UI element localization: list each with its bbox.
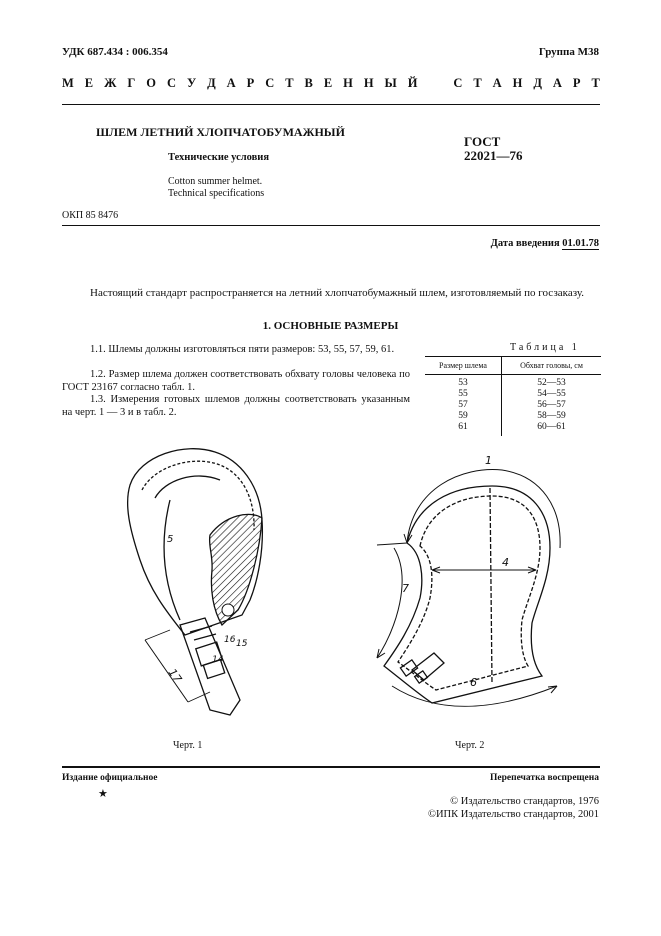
document-subtitle: Технические условия — [168, 152, 270, 163]
table-row: 53 52—53 — [425, 375, 601, 390]
svg-text:15: 15 — [236, 639, 248, 649]
svg-text:4: 4 — [502, 556, 509, 569]
svg-text:1: 1 — [485, 454, 492, 467]
svg-text:16: 16 — [224, 635, 236, 645]
figure-1-drawing — [110, 440, 290, 730]
svg-text:17: 17 — [165, 666, 185, 686]
table-row: 59 58—59 — [425, 411, 601, 422]
star-mark: ★ — [98, 788, 108, 800]
copyright-2001: ©ИПК Издательство стандартов, 2001 — [427, 809, 599, 820]
figure-1-caption: Черт. 1 — [173, 740, 203, 751]
title-rule — [62, 225, 600, 226]
svg-text:6: 6 — [470, 676, 477, 689]
figure-2-caption: Черт. 2 — [455, 740, 485, 751]
paragraph-1-1: 1.1. Шлемы должны изготовляться пяти размеров: 53, 55, 57, 59, 61. — [90, 344, 395, 355]
okp-code: ОКП 85 8476 — [62, 210, 119, 221]
table-row: 57 56—57 — [425, 400, 601, 411]
table-row: 61 60—61 — [425, 422, 601, 436]
introduction-date: Дата введения 01.01.78 — [490, 238, 599, 249]
standard-type-heading: М Е Ж Г О С У Д А Р С Т В Е Н Н Ы Й С Т А Н Д А Р Т — [62, 76, 600, 90]
section-title: 1. ОСНОВНЫЕ РАЗМЕРЫ — [262, 320, 399, 332]
official-edition: Издание официальное — [62, 773, 158, 783]
gost-designation: ГОСТ 22021—76 — [464, 134, 523, 163]
svg-text:14: 14 — [212, 655, 224, 665]
svg-text:5: 5 — [167, 534, 174, 545]
intro-paragraph: Настоящий стандарт распространяется на летний хлопчатобумажный шлем, изготовляемый по госзаказу. — [90, 287, 584, 299]
english-title: Cotton summer helmet. Technical specifications — [168, 176, 265, 199]
paragraph-1-2: 1.2. Размер шлема должен соответствовать обхвату головы человека по ГОСТ 23167 согласно табл. 1. — [62, 369, 410, 393]
size-table — [425, 356, 601, 436]
reprint-prohibited: Перепечатка воспрещена — [489, 773, 599, 783]
table-row: 55 54—55 — [425, 389, 601, 400]
document-title: ШЛЕМ ЛЕТНИЙ ХЛОПЧАТОБУМАЖНЫЙ — [96, 125, 345, 139]
footer-rule — [62, 766, 600, 768]
table-header-size: Размер шлема — [425, 357, 502, 375]
copyright-1976: © Издательство стандартов, 1976 — [450, 796, 599, 807]
table-caption: Таблица 1 — [510, 342, 580, 353]
udk-code: УДК 687.434 : 006.354 — [62, 46, 168, 58]
svg-text:7: 7 — [402, 582, 409, 595]
group-code: Группа М38 — [538, 46, 599, 58]
figure-2-drawing — [372, 448, 592, 728]
header-rule — [62, 104, 600, 105]
table-header-girth: Обхват головы, см — [502, 357, 602, 375]
paragraph-1-3: 1.3. Измерения готовых шлемов должны соответствовать указанным на черт. 1 — 3 и в табл. 2. — [62, 394, 410, 418]
